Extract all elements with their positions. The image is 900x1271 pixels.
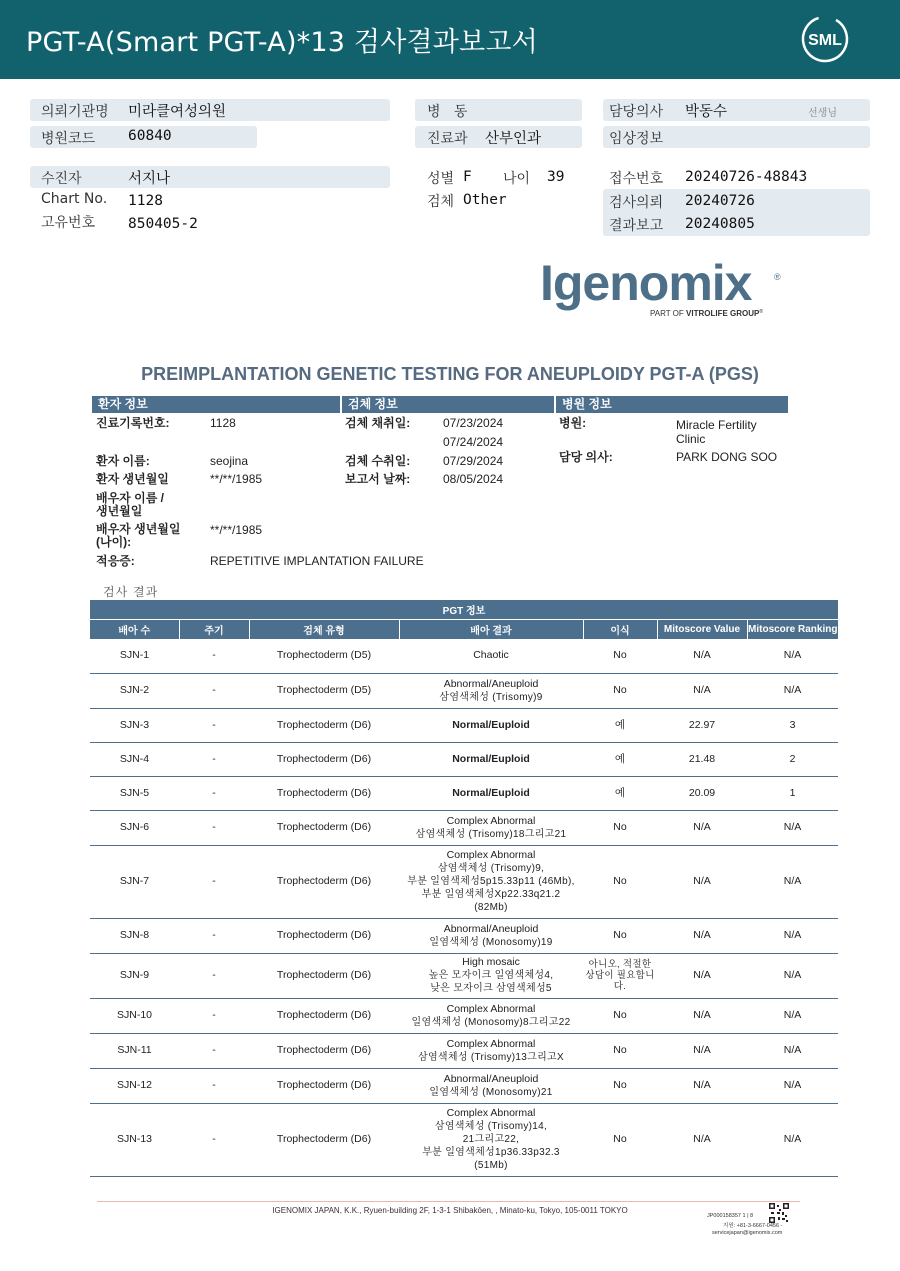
- hospital-label: 병원:: [559, 416, 587, 430]
- col-mitoscore-value: Mitoscore Value: [657, 619, 747, 639]
- mitoscore-ranking-cell: N/A: [747, 845, 838, 918]
- embryo-cell: SJN-10: [90, 998, 179, 1033]
- table-row: [90, 810, 838, 845]
- age-label: 나이: [503, 171, 531, 187]
- sample-cell: Trophectoderm (D5): [249, 673, 399, 708]
- embryo-cell: SJN-4: [90, 742, 179, 776]
- embryo-cell: SJN-13: [90, 1103, 179, 1176]
- result-detail: 삼염색체성 (Trisomy)14,: [434, 1121, 548, 1132]
- cycle-cell: -: [179, 673, 249, 708]
- table-row: [90, 1103, 838, 1176]
- dept-value: 산부인과: [485, 131, 542, 147]
- institution-value: 미라클여성의원: [128, 104, 227, 120]
- received-label: 검체 수취일:: [345, 454, 411, 468]
- result-cell: [399, 953, 583, 998]
- sample-cell: Trophectoderm (D6): [249, 1068, 399, 1103]
- sample-cell: Trophectoderm (D6): [249, 1033, 399, 1068]
- result-cell: [399, 708, 583, 742]
- mitoscore-ranking-cell: N/A: [747, 673, 838, 708]
- patient-info-header: 환자 정보: [92, 396, 340, 413]
- cycle-cell: -: [179, 1068, 249, 1103]
- chart-label: Chart No.: [41, 191, 108, 207]
- result-main: Complex Abnormal: [446, 814, 536, 827]
- embryo-cell: SJN-9: [90, 953, 179, 998]
- patient-name-value: seojina: [210, 454, 249, 468]
- footer-contact: [712, 1223, 782, 1237]
- physician-label: 담당 의사:: [559, 450, 613, 464]
- igenomix-logo-text: Igenomix: [540, 258, 752, 311]
- transfer-cell: No: [583, 998, 657, 1033]
- result-cell: [399, 845, 583, 918]
- result-main: Chaotic: [473, 649, 509, 662]
- indication-label: 적응증:: [96, 554, 135, 568]
- embryo-cell: SJN-7: [90, 845, 179, 918]
- embryo-cell: SJN-5: [90, 776, 179, 810]
- col-sample: 검체 유형: [249, 619, 399, 639]
- result-main: Normal/Euploid: [452, 718, 530, 731]
- cycle-cell: -: [179, 742, 249, 776]
- cycle-cell: -: [179, 953, 249, 998]
- mitoscore-value-cell: 21.48: [657, 742, 747, 776]
- transfer-cell: No: [583, 1103, 657, 1176]
- result-detail: 높은 모자이크 일염색체성4,: [428, 970, 554, 981]
- col-embryo: 배아 수: [90, 619, 179, 639]
- cycle-cell: -: [179, 1033, 249, 1068]
- igenomix-logo: [540, 258, 790, 320]
- cycle-cell: -: [179, 1103, 249, 1176]
- doctor-label: 담당의사: [609, 104, 664, 120]
- hospital-code-label: 병원코드: [41, 131, 96, 147]
- transfer-cell: 예: [583, 776, 657, 810]
- patient-box: [30, 166, 390, 188]
- transfer-cell: No: [583, 639, 657, 673]
- indication-value: REPETITIVE IMPLANTATION FAILURE: [210, 554, 424, 568]
- footer-email: servicejapan@igenomix.com: [712, 1230, 783, 1236]
- igenomix-tagline: PART OF VITROLIFE GROUP®: [650, 309, 764, 318]
- sml-logo: [800, 14, 850, 64]
- result-cell: [399, 776, 583, 810]
- collection-value-2: 07/24/2024: [443, 435, 504, 449]
- pgt-table-body: [90, 639, 838, 1176]
- sample-cell: Trophectoderm (D6): [249, 953, 399, 998]
- footer-divider: [97, 1201, 800, 1202]
- receipt-label: 접수번호: [609, 171, 664, 187]
- transfer-cell: No: [583, 845, 657, 918]
- sample-cell: Trophectoderm (D6): [249, 998, 399, 1033]
- result-cell: [399, 810, 583, 845]
- sample-cell: Trophectoderm (D5): [249, 639, 399, 673]
- sample-cell: Trophectoderm (D6): [249, 918, 399, 953]
- mitoscore-ranking-cell: 1: [747, 776, 838, 810]
- mitoscore-ranking-cell: N/A: [747, 998, 838, 1033]
- patient-dob-value: **/**/1985: [210, 472, 263, 486]
- result-detail: 일염색체성 (Monosomy)21: [429, 1086, 553, 1098]
- spouse-dob-label-2: (나이):: [96, 535, 132, 549]
- result-main: Complex Abnormal: [446, 1037, 536, 1050]
- table-row: [90, 953, 838, 998]
- hospital-code-value: 60840: [128, 128, 172, 144]
- patient-name-label: 환자 이름:: [96, 454, 150, 468]
- footer-phone: 지원: +81-3-6667-0456 -: [723, 1223, 783, 1229]
- patient-value: 서지나: [128, 171, 171, 187]
- institution-label: 의뢰기관명: [41, 104, 109, 120]
- transfer-cell: 예: [583, 708, 657, 742]
- mitoscore-value-cell: N/A: [657, 810, 747, 845]
- igenomix-reg-mark: ®: [774, 272, 781, 282]
- record-no-value: 1128: [210, 416, 236, 430]
- mitoscore-value-cell: N/A: [657, 953, 747, 998]
- request-value: 20240726: [685, 193, 755, 209]
- pgt-group-header: PGT 정보: [90, 600, 838, 619]
- result-main: Normal/Euploid: [452, 786, 530, 799]
- table-row: [90, 1068, 838, 1103]
- sample-cell: Trophectoderm (D6): [249, 810, 399, 845]
- table-row: [90, 708, 838, 742]
- cycle-cell: -: [179, 845, 249, 918]
- table-row: [90, 1033, 838, 1068]
- embryo-cell: SJN-11: [90, 1033, 179, 1068]
- result-main: Normal/Euploid: [452, 752, 530, 765]
- spouse-name-label-2: 생년월일: [96, 504, 143, 518]
- cycle-cell: -: [179, 998, 249, 1033]
- transfer-cell: No: [583, 1033, 657, 1068]
- unique-value: 850405-2: [128, 216, 198, 232]
- mitoscore-ranking-cell: N/A: [747, 1033, 838, 1068]
- mitoscore-ranking-cell: N/A: [747, 918, 838, 953]
- unique-label: 고유번호: [41, 215, 96, 231]
- mitoscore-ranking-cell: N/A: [747, 1103, 838, 1176]
- patient-dob-label: 환자 생년월일: [96, 472, 169, 486]
- result-detail: 부분 일염색체성1p36.33p32.3: [422, 1147, 560, 1158]
- report-header-title: PGT-A(Smart PGT-A)*13 검사결과보고서: [26, 27, 538, 58]
- result-detail: 일염색체성 (Monosomy)8그리고22: [411, 1016, 571, 1028]
- table-row: [90, 998, 838, 1033]
- result-detail: 삼염색체성 (Trisomy)13그리고X: [418, 1051, 564, 1063]
- spouse-dob-label-1: 배우자 생년월일: [96, 522, 181, 536]
- hospital-info-header: 병원 정보: [556, 396, 788, 413]
- result-cell: [399, 1033, 583, 1068]
- result-cell: [399, 639, 583, 673]
- result-main: Complex Abnormal: [446, 1107, 536, 1119]
- clinical-label: 임상정보: [609, 131, 664, 147]
- table-row: [90, 776, 838, 810]
- collection-value-1: 07/23/2024: [443, 416, 504, 430]
- chart-value: 1128: [128, 193, 163, 209]
- result-detail: (51Mb): [474, 1160, 508, 1171]
- patient-label: 수진자: [41, 171, 82, 187]
- specimen-info-header: 검체 정보: [342, 396, 554, 413]
- record-no-label: 진료기록번호:: [96, 416, 170, 430]
- transfer-cell: 아니오, 적절한 상담이 필요합니다.: [583, 953, 657, 998]
- embryo-cell: SJN-6: [90, 810, 179, 845]
- table-row: [90, 639, 838, 673]
- result-cell: [399, 998, 583, 1033]
- footer-address: IGENOMIX JAPAN, K.K., Ryuen-building 2F, 1-3-1 Shibakōen, , Minato-ku, Tokyo, 105-0011 TOKYO: [272, 1206, 628, 1215]
- physician-value: PARK DONG SOO: [676, 450, 778, 464]
- request-label: 검사의뢰: [609, 195, 664, 211]
- transfer-cell: No: [583, 810, 657, 845]
- doctor-value: 박동수: [685, 104, 728, 120]
- mitoscore-value-cell: N/A: [657, 639, 747, 673]
- col-mitoscore-ranking: Mitoscore Ranking: [747, 619, 838, 639]
- table-row: [90, 918, 838, 953]
- mitoscore-value-cell: N/A: [657, 1068, 747, 1103]
- mitoscore-value-cell: N/A: [657, 998, 747, 1033]
- report-value: 20240805: [685, 216, 755, 232]
- result-detail: 21그리고22,: [462, 1134, 520, 1145]
- specimen-label: 검체: [427, 194, 455, 210]
- header-bar: [0, 0, 900, 79]
- result-cell: [399, 1068, 583, 1103]
- mitoscore-value-cell: 20.09: [657, 776, 747, 810]
- mitoscore-ranking-cell: N/A: [747, 1068, 838, 1103]
- ward-label: 병 동: [427, 104, 468, 120]
- mitoscore-value-cell: N/A: [657, 1033, 747, 1068]
- embryo-cell: SJN-1: [90, 639, 179, 673]
- specimen-value: Other: [463, 192, 507, 208]
- results-label: 검사 결과: [103, 585, 159, 599]
- transfer-cell: 예: [583, 742, 657, 776]
- sex-label: 성별: [427, 171, 455, 187]
- receipt-value: 20240726-48843: [685, 169, 808, 185]
- result-cell: [399, 918, 583, 953]
- col-result: 배아 결과: [399, 619, 583, 639]
- sample-cell: Trophectoderm (D6): [249, 708, 399, 742]
- mitoscore-ranking-cell: N/A: [747, 810, 838, 845]
- embryo-cell: SJN-2: [90, 673, 179, 708]
- mitoscore-ranking-cell: 3: [747, 708, 838, 742]
- footer-doc-id: JP000158357 1 | 8: [707, 1213, 754, 1219]
- cycle-cell: -: [179, 639, 249, 673]
- result-main: High mosaic: [462, 956, 520, 968]
- embryo-cell: SJN-3: [90, 708, 179, 742]
- report-date-value: 08/05/2024: [443, 472, 504, 486]
- received-value: 07/29/2024: [443, 454, 504, 468]
- sample-cell: Trophectoderm (D6): [249, 1103, 399, 1176]
- cycle-cell: -: [179, 918, 249, 953]
- mitoscore-value-cell: N/A: [657, 1103, 747, 1176]
- sample-cell: Trophectoderm (D6): [249, 742, 399, 776]
- table-row: [90, 845, 838, 918]
- qr-code-icon: [769, 1203, 789, 1223]
- spouse-name-label-1: 배우자 이름 /: [96, 491, 164, 505]
- result-detail: 삼염색체성 (Trisomy)9,: [437, 863, 545, 874]
- table-row: [90, 673, 838, 708]
- report-title: PREIMPLANTATION GENETIC TESTING FOR ANEUPLOIDY PGT-A (PGS): [141, 364, 759, 384]
- result-main: Complex Abnormal: [446, 849, 536, 861]
- sample-cell: Trophectoderm (D6): [249, 845, 399, 918]
- table-row: [90, 742, 838, 776]
- mitoscore-value-cell: N/A: [657, 845, 747, 918]
- mitoscore-ranking-cell: N/A: [747, 639, 838, 673]
- sex-value: F: [463, 169, 472, 185]
- result-detail: (82Mb): [474, 902, 508, 913]
- mitoscore-ranking-cell: N/A: [747, 953, 838, 998]
- embryo-cell: SJN-12: [90, 1068, 179, 1103]
- result-cell: [399, 742, 583, 776]
- mitoscore-value-cell: N/A: [657, 673, 747, 708]
- result-cell: [399, 1103, 583, 1176]
- result-detail: 부분 일염색체성Xp22.33q21.2: [421, 889, 561, 900]
- result-detail: 부분 일염색체성5p15.33p11 (46Mb),: [407, 876, 575, 887]
- result-detail: 삼염색체성 (Trisomy)9: [439, 691, 543, 703]
- mitoscore-value-cell: 22.97: [657, 708, 747, 742]
- pgt-results-table: [90, 600, 838, 1177]
- result-detail: 삼염색체성 (Trisomy)18그리고21: [415, 828, 567, 840]
- spouse-dob-value: **/**/1985: [210, 523, 263, 537]
- cycle-cell: -: [179, 708, 249, 742]
- hospital-value-1: Miracle Fertility: [676, 418, 757, 432]
- col-cycle: 주기: [179, 619, 249, 639]
- mitoscore-value-cell: N/A: [657, 918, 747, 953]
- transfer-cell: No: [583, 918, 657, 953]
- hospital-value-2: Clinic: [676, 432, 706, 446]
- result-main: Abnormal/Aneuploid: [443, 922, 539, 935]
- age-value: 39: [547, 169, 565, 185]
- transfer-cell: No: [583, 673, 657, 708]
- dept-label: 진료과: [427, 131, 468, 147]
- sample-cell: Trophectoderm (D6): [249, 776, 399, 810]
- cycle-cell: -: [179, 810, 249, 845]
- embryo-cell: SJN-8: [90, 918, 179, 953]
- result-main: Complex Abnormal: [446, 1002, 536, 1015]
- result-detail: 낮은 모자이크 삼염색체성5: [430, 983, 552, 994]
- collection-label: 검체 채취일:: [345, 416, 411, 430]
- transfer-cell: No: [583, 1068, 657, 1103]
- cycle-cell: -: [179, 776, 249, 810]
- result-main: Abnormal/Aneuploid: [443, 1072, 539, 1085]
- result-detail: 일염색체성 (Monosomy)19: [429, 936, 553, 948]
- report-label: 결과보고: [609, 218, 664, 234]
- mitoscore-ranking-cell: 2: [747, 742, 838, 776]
- result-main: Abnormal/Aneuploid: [443, 677, 539, 690]
- col-transfer: 이식: [583, 619, 657, 639]
- sml-logo-text: SML: [808, 32, 842, 49]
- result-cell: [399, 673, 583, 708]
- report-date-label: 보고서 날짜:: [345, 472, 411, 486]
- doctor-suffix: 선생님: [808, 108, 837, 119]
